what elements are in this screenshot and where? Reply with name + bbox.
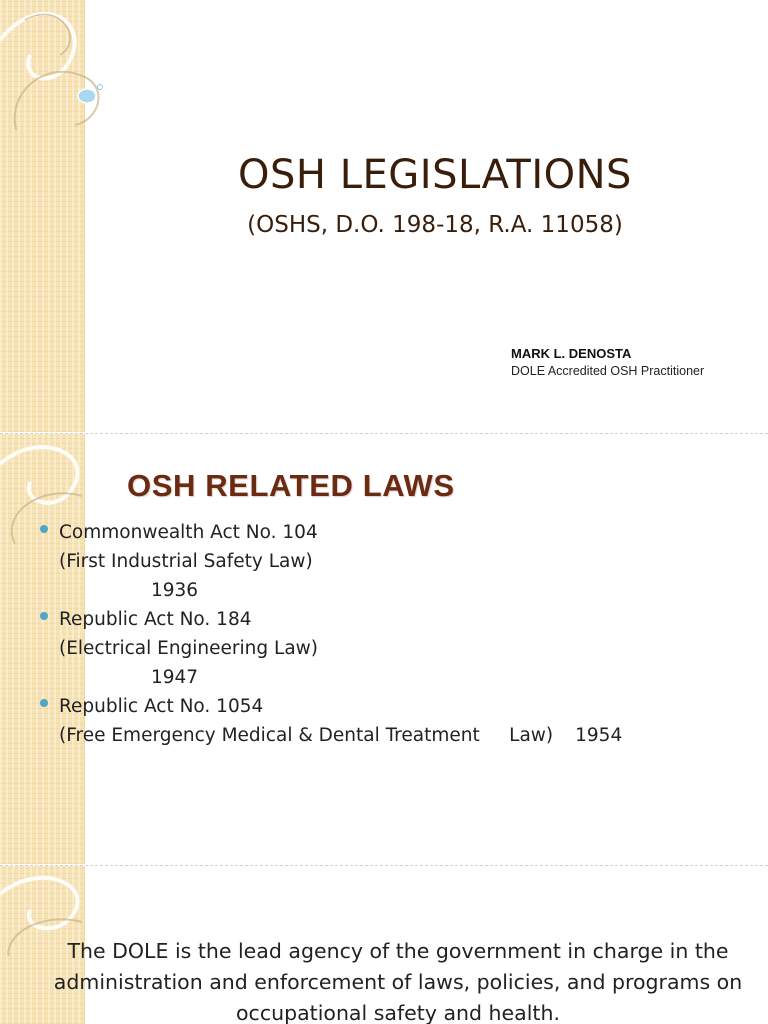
law-year: 1954	[575, 725, 623, 746]
list-item	[40, 605, 740, 692]
title-slide	[0, 0, 768, 432]
bullet-icon	[40, 525, 48, 533]
law-act: Republic Act No. 1054	[59, 696, 264, 717]
laws-slide	[0, 434, 768, 864]
dole-statement: The DOLE is the lead agency of the government in charge in the administration and enforcement of laws, policies, and programs on occupational safety and health.	[53, 939, 743, 1024]
slide-subtitle: (OSHS, D.O. 198-18, R.A. 11058)	[247, 212, 623, 238]
bullet-icon	[40, 612, 48, 620]
author-name: MARK L. DENOSTA	[511, 346, 632, 361]
law-year: 1947	[151, 667, 199, 688]
bullet-icon	[40, 699, 48, 707]
law-description: (Free Emergency Medical & Dental Treatment Law)	[59, 725, 554, 746]
law-description: (Electrical Engineering Law)	[59, 638, 318, 659]
law-list	[40, 518, 740, 750]
statement-slide	[0, 866, 768, 1024]
law-act: Commonwealth Act No. 104	[59, 522, 318, 543]
list-item	[40, 518, 740, 605]
slide-title: OSH LEGISLATIONS	[238, 152, 632, 198]
author-role: DOLE Accredited OSH Practitioner	[511, 364, 705, 378]
law-year: 1936	[151, 580, 199, 601]
section-title: OSH RELATED LAWS	[127, 468, 455, 503]
law-act: Republic Act No. 184	[59, 609, 252, 630]
list-item	[40, 692, 740, 750]
swirl-ornament	[0, 0, 130, 130]
law-description: (First Industrial Safety Law)	[59, 551, 313, 572]
